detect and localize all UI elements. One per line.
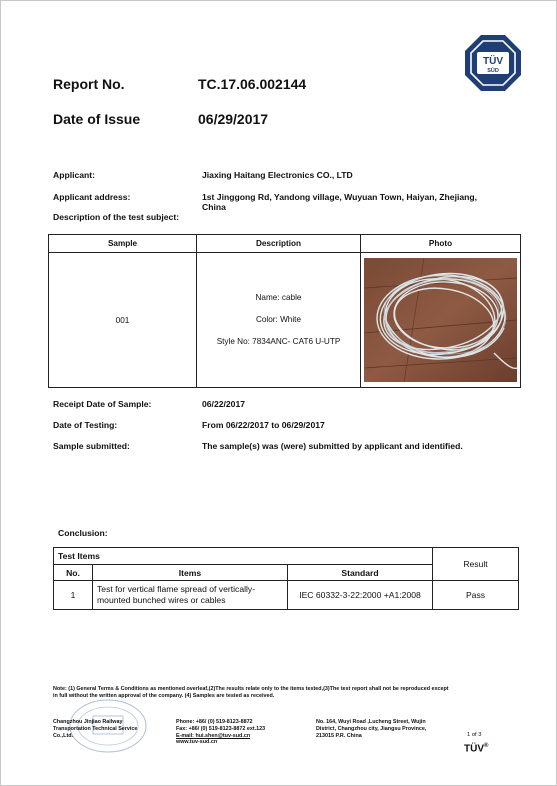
col-standard: Standard [288,565,433,581]
page-number: 1 of 3 [467,732,482,738]
address-line-1: 1st Jinggong Rd, Yandong village, Wuyuan Town, Haiyan, Zhejiang, [202,192,478,202]
row-result: Pass [433,581,519,610]
footer-phone: Phone: +86/ (0) 519-8123-8872 [176,719,253,725]
sample-row [49,253,521,388]
footer-email[interactable]: E-mail: hui.shen@tuv-sud.cn [176,732,251,739]
results-row [54,581,519,610]
col-no: No. [54,565,93,581]
footer-brand-text: TÜV [464,743,484,755]
company-line-2: Transportation Technical Service [53,725,138,732]
col-header-description: Description [197,235,361,253]
col-items: Items [93,565,288,581]
row-no: 1 [54,581,93,610]
conclusion-label: Conclusion: [58,528,108,538]
sample-number-cell: 001 [49,253,197,388]
sample-table [48,234,521,388]
footer-website[interactable]: www.tuv-sud.cn [176,739,218,746]
applicant-value: Jiaxing Haitang Electronics CO., LTD [202,170,353,180]
cable-photo [364,258,517,382]
applicant-address-label: Applicant address: [53,192,131,202]
footer-brand [464,743,488,754]
sample-description-cell [197,253,361,388]
desc-style: Style No: 7834ANC- CAT6 U-UTP [216,337,341,346]
applicant-label: Applicant: [53,170,96,180]
addr-line-2: District, Changzhou city, Jiangsu Province, [316,725,427,732]
addr-line-3: 213015 P.R. China [316,732,362,739]
sample-submitted-label: Sample submitted: [53,441,130,451]
sample-table-header-row [49,235,521,253]
company-line-3: Co.,Ltd. [53,732,74,739]
receipt-date-value: 06/22/2017 [202,399,246,409]
date-of-issue-value: 06/29/2017 [198,111,269,127]
testing-date-label: Date of Testing: [53,420,118,430]
sample-submitted-value: The sample(s) was (were) submitted by applicant and identified. [202,441,463,451]
desc-color: Color: White [255,315,302,324]
testing-date-value: From 06/22/2017 to 06/29/2017 [202,420,325,430]
receipt-date-label: Receipt Date of Sample: [53,399,152,409]
note-line-1: Note: (1) General Terms & Conditions as mentioned overleaf,(2)The results relate only to the items tested,(3)The test report shall not be reproduced except [53,686,449,692]
col-header-photo: Photo [361,235,521,253]
registered-mark: ® [484,743,489,749]
svg-text:SÜD: SÜD [487,68,499,74]
row-item [93,581,288,610]
applicant-address-value [202,192,477,212]
sample-photo-cell [361,253,521,388]
footer-contact [176,719,265,746]
date-of-issue-label: Date of Issue [53,111,141,127]
result-heading: Result [433,548,519,581]
results-table [53,547,519,610]
row-standard: IEC 60332-3-22:2000 +A1:2008 [288,581,433,610]
col-header-sample: Sample [49,235,197,253]
row-item-line-1: Test for vertical flame spread of vertically- [97,584,256,594]
test-items-heading: Test Items [54,548,433,565]
results-title-row [54,548,519,565]
report-no-value: TC.17.06.002144 [198,76,307,92]
row-item-line-2: mounted bunched wires or cables [97,595,226,605]
report-no-label: Report No. [53,76,125,92]
footer-fax: Fax: +86/ (0) 519-8123-8872 ext.123 [176,725,266,732]
footer-company [53,719,137,739]
address-line-2: China [202,202,226,212]
description-label: Description of the test subject: [53,212,180,222]
addr-line-1: No. 164, Wuyi Road ,Lucheng Street, Wujin [316,719,426,725]
company-line-1: Changzhou Jinjiao Railway [53,719,123,725]
desc-name: Name: cable [255,293,302,302]
tuv-sud-logo [464,34,522,92]
footer-address [316,719,426,739]
note-line-2: in full without the written approval of the company. (4) Samples are tested as received. [53,692,275,699]
svg-text:TÜV: TÜV [483,56,503,67]
